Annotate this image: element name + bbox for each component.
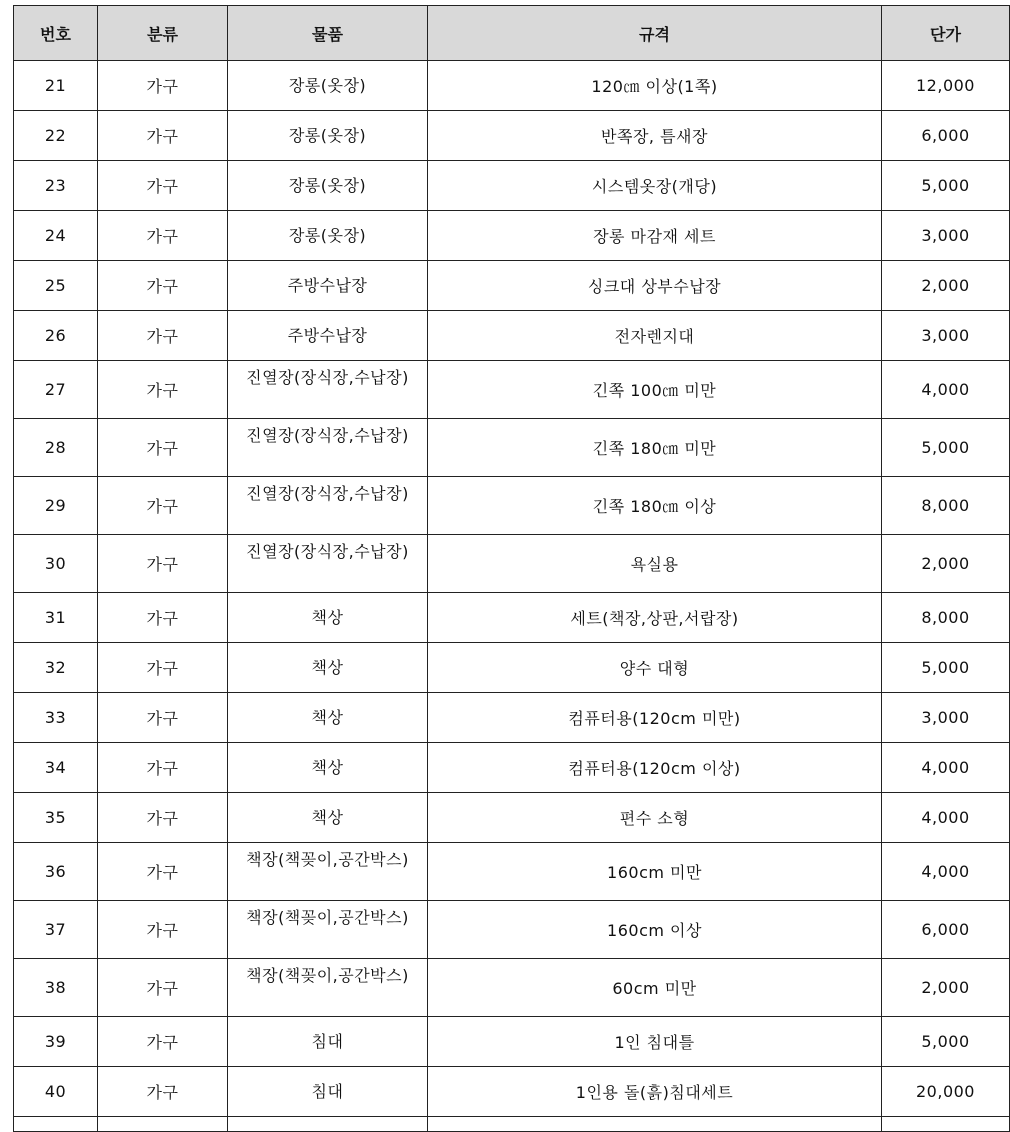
cell-spec: 양수 대형 xyxy=(428,643,882,693)
cell-spec: 시스템옷장(개당) xyxy=(428,161,882,211)
cell-category: 가구 xyxy=(98,1067,228,1117)
cell-item: 장롱(옷장) xyxy=(228,211,428,261)
cell-category: 가구 xyxy=(98,111,228,161)
cell-category: 가구 xyxy=(98,261,228,311)
cell-item: 책상 xyxy=(228,743,428,793)
table-row xyxy=(14,361,1010,419)
cell-category: 가구 xyxy=(98,361,228,419)
cell-spec: 세트(책장,상판,서랍장) xyxy=(428,593,882,643)
cell-spec: 반쪽장, 틈새장 xyxy=(428,111,882,161)
cell-category: 가구 xyxy=(98,593,228,643)
cell-no: 36 xyxy=(14,843,98,901)
cell-item: 진열장(장식장,수납장) xyxy=(228,535,428,593)
table-body xyxy=(14,61,1010,1132)
table-row xyxy=(14,419,1010,477)
cell-price: 5,000 xyxy=(882,643,1010,693)
cell-item: 책장(책꽂이,공간박스) xyxy=(228,959,428,1017)
table-row xyxy=(14,1017,1010,1067)
cell-price: 4,000 xyxy=(882,743,1010,793)
table-row xyxy=(14,161,1010,211)
table-row xyxy=(14,901,1010,959)
cell-price: 8,000 xyxy=(882,477,1010,535)
cell-category: 가구 xyxy=(98,161,228,211)
cell-price: 5,000 xyxy=(882,419,1010,477)
table-row xyxy=(14,535,1010,593)
cell-spec: 편수 소형 xyxy=(428,793,882,843)
empty-cell xyxy=(882,1117,1010,1132)
cell-price: 6,000 xyxy=(882,111,1010,161)
cell-spec: 1인용 돌(흙)침대세트 xyxy=(428,1067,882,1117)
cell-price: 4,000 xyxy=(882,793,1010,843)
table-row xyxy=(14,743,1010,793)
cell-category: 가구 xyxy=(98,535,228,593)
cell-item: 진열장(장식장,수납장) xyxy=(228,419,428,477)
cell-no: 34 xyxy=(14,743,98,793)
cell-item: 주방수납장 xyxy=(228,261,428,311)
table-row xyxy=(14,261,1010,311)
header-item: 물품 xyxy=(228,6,428,61)
cell-spec: 160cm 이상 xyxy=(428,901,882,959)
cell-category: 가구 xyxy=(98,693,228,743)
cell-item: 침대 xyxy=(228,1017,428,1067)
table-row xyxy=(14,643,1010,693)
cell-no: 28 xyxy=(14,419,98,477)
cell-no: 24 xyxy=(14,211,98,261)
cell-price: 2,000 xyxy=(882,959,1010,1017)
cell-item: 책장(책꽂이,공간박스) xyxy=(228,843,428,901)
cell-category: 가구 xyxy=(98,843,228,901)
cell-spec: 긴쪽 180㎝ 미만 xyxy=(428,419,882,477)
price-table xyxy=(13,5,1010,1132)
header-row xyxy=(14,6,1010,61)
cell-price: 5,000 xyxy=(882,1017,1010,1067)
cell-price: 20,000 xyxy=(882,1067,1010,1117)
cell-item: 장롱(옷장) xyxy=(228,111,428,161)
table-row xyxy=(14,1067,1010,1117)
table-row-partial xyxy=(14,1117,1010,1132)
table-row xyxy=(14,959,1010,1017)
cell-item: 장롱(옷장) xyxy=(228,61,428,111)
cell-no: 21 xyxy=(14,61,98,111)
cell-category: 가구 xyxy=(98,419,228,477)
cell-spec: 60cm 미만 xyxy=(428,959,882,1017)
cell-item: 진열장(장식장,수납장) xyxy=(228,477,428,535)
cell-price: 3,000 xyxy=(882,311,1010,361)
table-row xyxy=(14,211,1010,261)
header-no: 번호 xyxy=(14,6,98,61)
table-row xyxy=(14,593,1010,643)
cell-no: 22 xyxy=(14,111,98,161)
cell-spec: 긴쪽 100㎝ 미만 xyxy=(428,361,882,419)
cell-no: 31 xyxy=(14,593,98,643)
cell-spec: 전자렌지대 xyxy=(428,311,882,361)
cell-price: 12,000 xyxy=(882,61,1010,111)
cell-item: 책상 xyxy=(228,593,428,643)
cell-spec: 욕실용 xyxy=(428,535,882,593)
cell-price: 3,000 xyxy=(882,693,1010,743)
cell-item: 장롱(옷장) xyxy=(228,161,428,211)
cell-spec: 장롱 마감재 세트 xyxy=(428,211,882,261)
cell-no: 35 xyxy=(14,793,98,843)
cell-no: 27 xyxy=(14,361,98,419)
cell-no: 23 xyxy=(14,161,98,211)
cell-item: 침대 xyxy=(228,1067,428,1117)
cell-spec: 싱크대 상부수납장 xyxy=(428,261,882,311)
cell-no: 29 xyxy=(14,477,98,535)
cell-item: 책상 xyxy=(228,793,428,843)
cell-spec: 160cm 미만 xyxy=(428,843,882,901)
cell-item: 주방수납장 xyxy=(228,311,428,361)
cell-spec: 긴쪽 180㎝ 이상 xyxy=(428,477,882,535)
table-row xyxy=(14,311,1010,361)
cell-price: 4,000 xyxy=(882,361,1010,419)
cell-price: 4,000 xyxy=(882,843,1010,901)
table-row xyxy=(14,111,1010,161)
cell-category: 가구 xyxy=(98,793,228,843)
cell-item: 책상 xyxy=(228,643,428,693)
header-category: 분류 xyxy=(98,6,228,61)
header-spec: 규격 xyxy=(428,6,882,61)
cell-item: 진열장(장식장,수납장) xyxy=(228,361,428,419)
cell-spec: 컴퓨터용(120cm 미만) xyxy=(428,693,882,743)
cell-no: 40 xyxy=(14,1067,98,1117)
cell-item: 책장(책꽂이,공간박스) xyxy=(228,901,428,959)
empty-cell xyxy=(98,1117,228,1132)
cell-no: 39 xyxy=(14,1017,98,1067)
cell-category: 가구 xyxy=(98,643,228,693)
cell-category: 가구 xyxy=(98,959,228,1017)
cell-category: 가구 xyxy=(98,901,228,959)
cell-category: 가구 xyxy=(98,477,228,535)
empty-cell xyxy=(228,1117,428,1132)
cell-item: 책상 xyxy=(228,693,428,743)
cell-category: 가구 xyxy=(98,1017,228,1067)
cell-no: 30 xyxy=(14,535,98,593)
empty-cell xyxy=(14,1117,98,1132)
cell-no: 25 xyxy=(14,261,98,311)
cell-spec: 컴퓨터용(120cm 이상) xyxy=(428,743,882,793)
table-row xyxy=(14,693,1010,743)
table-header xyxy=(14,6,1010,61)
cell-no: 33 xyxy=(14,693,98,743)
cell-price: 6,000 xyxy=(882,901,1010,959)
cell-category: 가구 xyxy=(98,743,228,793)
cell-no: 37 xyxy=(14,901,98,959)
cell-spec: 1인 침대틀 xyxy=(428,1017,882,1067)
cell-price: 2,000 xyxy=(882,261,1010,311)
cell-price: 2,000 xyxy=(882,535,1010,593)
cell-category: 가구 xyxy=(98,211,228,261)
table-row xyxy=(14,843,1010,901)
table-row xyxy=(14,61,1010,111)
header-price: 단가 xyxy=(882,6,1010,61)
table-row xyxy=(14,793,1010,843)
empty-cell xyxy=(428,1117,882,1132)
cell-price: 5,000 xyxy=(882,161,1010,211)
cell-no: 38 xyxy=(14,959,98,1017)
cell-no: 26 xyxy=(14,311,98,361)
cell-no: 32 xyxy=(14,643,98,693)
cell-category: 가구 xyxy=(98,61,228,111)
cell-spec: 120㎝ 이상(1쪽) xyxy=(428,61,882,111)
cell-price: 3,000 xyxy=(882,211,1010,261)
cell-category: 가구 xyxy=(98,311,228,361)
cell-price: 8,000 xyxy=(882,593,1010,643)
table-row xyxy=(14,477,1010,535)
